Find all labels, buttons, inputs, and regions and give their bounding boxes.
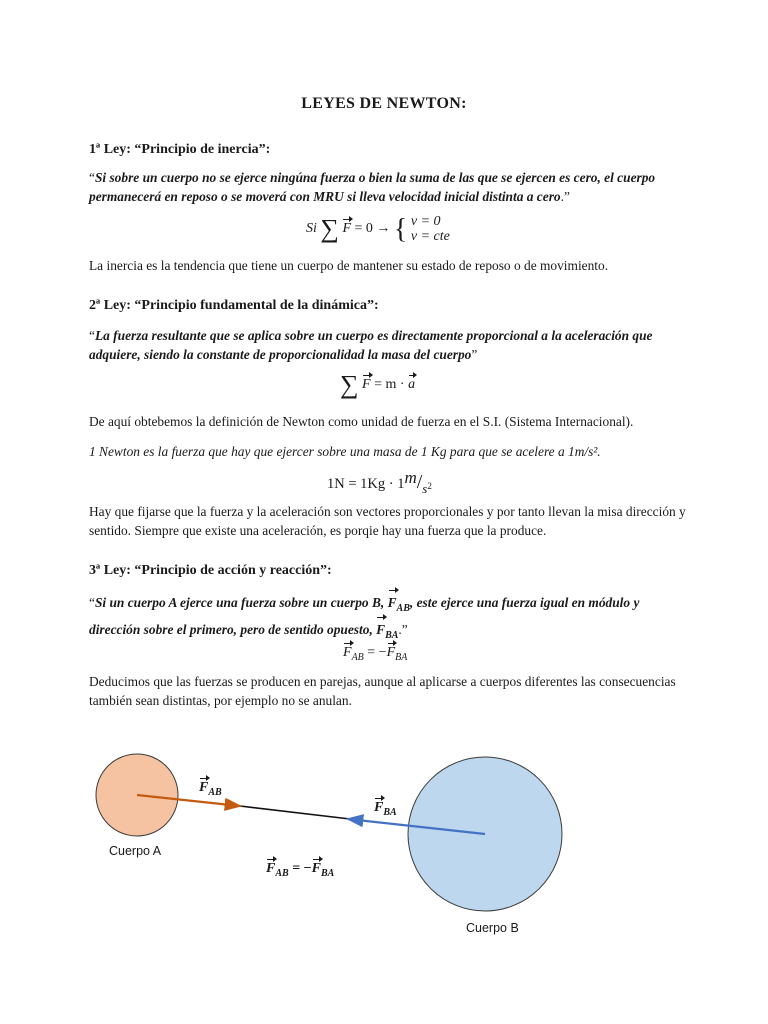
diagram-eq-sign: = − [288,861,312,876]
law1-heading: 1ª Ley: “Principio de inercia”: [89,142,271,157]
diagram-equation [266,861,334,879]
law3-statement-part1: Si un cuerpo A ejerce una fuerza sobre un cuerpo B, [94,595,388,610]
law1-close-quote: .” [560,189,570,204]
body-b-label: Cuerpo B [466,921,519,935]
law3-formula-eq: = − [367,645,387,660]
sum-symbol: ∑ [320,214,339,244]
law2-open-quote: “ [89,328,95,343]
acceleration-vector-symbol: a [408,377,416,392]
force-ba-symbol: F [376,619,385,640]
force-ab-symbol: F [343,645,352,660]
force-ba-symbol: F [386,645,396,660]
force-ab-subscript: AB [351,652,364,663]
brace-symbol: { [393,214,408,246]
force-ab-symbol: F [388,592,397,613]
unit-formula-lhs: 1N = 1Kg · 1 [327,476,405,492]
diagram-force-ab-symbol: F [199,780,209,795]
diagram-force-ba-label [374,800,397,818]
law1-case-constant: v = cte [410,229,450,244]
law3-open-quote: “ [89,595,95,610]
diagram-eq-ba-subscript: BA [321,868,335,879]
law2-heading: 2ª Ley: “Principio fundamental de la dinámica”: [89,298,379,313]
page-title: LEYES DE NEWTON: [301,95,467,112]
diagram-eq-ab-subscript: AB [275,868,289,879]
law2-newton-definition: 1 Newton es la fuerza que hay que ejercer sobre una masa de 1 Kg para que se acelere a 1m/s². [89,444,601,459]
law2-formula-rhs: = m · [374,377,405,392]
force-vector-symbol: F [362,377,371,392]
law2-close-quote: ” [471,347,478,362]
unit-meter: m [404,468,417,487]
diagram-force-ba-subscript: BA [383,807,397,818]
law1-case-rest: v = 0 [410,214,441,229]
law1-formula-zero: = 0 → [354,221,391,237]
diagram-eq-force-ab: F [266,861,276,876]
diagram-eq-force-ba: F [311,861,321,876]
law1-explanation: La inercia es la tendencia que tiene un cuerpo de mantener su estado de reposo o de movimiento. [89,258,609,273]
body-a-label: Cuerpo A [109,844,162,858]
diagram-force-ab-subscript: AB [208,787,222,798]
unit-slash: / [416,471,423,493]
force-ba-subscript: BA [395,652,408,663]
diagram-force-ab-label [199,780,222,798]
law1-open-quote: “ [89,170,95,185]
law2-note: Hay que fijarse que la fuerza y la aceleración son vectores proporcionales y por tanto llevan la misa dirección y sentido. Siempre que existe una aceleración, es porqie hay una fuerza que la produce. [89,504,686,538]
sum-symbol: ∑ [340,370,359,399]
force-ab-subscript: AB [396,603,410,614]
force-vector-symbol: F [342,221,351,237]
law2-definition: De aquí obtebemos la definición de Newton como unidad de fuerza en el S.I. (Sistema Internacional). [89,414,634,429]
law3-consequence: Deducimos que las fuerzas se producen en parejas, aunque al aplicarse a cuerpos diferentes las consecuencias también sean distintas, por ejemplo no se anulan. [89,674,676,708]
law1-statement-text: Si sobre un cuerpo no se ejerce ningúna fuerza o bien la suma de las que se ejercen es cero, el cuerpo permanecerá en reposo o se moverá con MRU si lleva velocidad inicial distinta a cero [89,170,656,204]
diagram-force-ba-symbol: F [374,800,384,815]
law3-close-quote: .” [398,622,408,637]
force-ba-subscript: BA [385,630,399,641]
unit-second: s [422,481,428,496]
connecting-line [240,806,350,819]
unit-exponent: 2 [427,481,432,491]
law3-heading: 3ª Ley: “Principio de acción y reacción”: [89,563,332,578]
law2-statement-text: La fuerza resultante que se aplica sobre un cuerpo es directamente proporcional a la aceleración que adquiere, siendo la constante de proporcionalidad la masa del cuerpo [89,328,653,362]
law1-formula-si: Si [306,221,317,237]
law3-statement-part2: , este ejerce una fuerza igual en módulo y dirección sobre el primero, pero de sentido opuesto, [89,595,640,637]
